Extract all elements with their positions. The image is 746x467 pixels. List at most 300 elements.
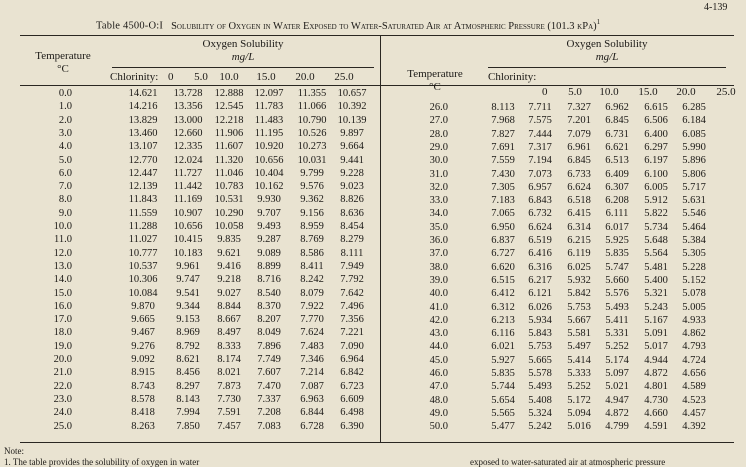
temperature-cell: 17.0 bbox=[53, 314, 72, 326]
solubility-cell: 5.021 bbox=[605, 381, 629, 393]
temperature-cell: 19.0 bbox=[53, 340, 72, 352]
solubility-cell: 5.822 bbox=[644, 208, 668, 220]
solubility-cell: 8.333 bbox=[217, 340, 241, 352]
solubility-cell: 8.418 bbox=[131, 407, 155, 419]
solubility-cell: 6.620 bbox=[491, 261, 515, 273]
solubility-cell: 7.968 bbox=[491, 115, 515, 127]
solubility-cell: 9.287 bbox=[257, 234, 281, 246]
temperature-cell: 35.0 bbox=[429, 221, 448, 233]
solubility-cell: 6.415 bbox=[567, 208, 591, 220]
solubility-cell: 6.390 bbox=[340, 420, 364, 432]
temperature-cell: 32.0 bbox=[429, 181, 448, 193]
solubility-cell: 7.470 bbox=[257, 380, 281, 392]
right-chlorinity-label: Chlorinity: bbox=[488, 71, 537, 83]
solubility-cell: 12.024 bbox=[173, 154, 203, 166]
solubility-cell: 5.654 bbox=[491, 394, 515, 406]
solubility-cell: 5.912 bbox=[644, 195, 668, 207]
solubility-cell: 10.415 bbox=[173, 234, 203, 246]
solubility-cell: 10.162 bbox=[254, 181, 284, 193]
solubility-cell: 11.559 bbox=[128, 207, 158, 219]
solubility-cell: 9.493 bbox=[257, 221, 281, 232]
solubility-cell: 8.959 bbox=[300, 221, 324, 232]
solubility-cell: 7.065 bbox=[491, 208, 515, 220]
chlorinity-header-0: 0 bbox=[168, 71, 174, 83]
solubility-cell: 5.252 bbox=[605, 341, 629, 353]
solubility-cell: 5.667 bbox=[567, 314, 591, 326]
solubility-cell: 8.826 bbox=[340, 194, 364, 206]
temperature-cell: 36.0 bbox=[429, 235, 448, 246]
solubility-cell: 5.242 bbox=[528, 421, 552, 433]
solubility-cell: 8.111 bbox=[340, 247, 364, 259]
temperature-cell: 11.0 bbox=[54, 234, 72, 246]
solubility-cell: 13.829 bbox=[128, 114, 158, 126]
right-unit: mg/L bbox=[595, 51, 619, 63]
solubility-cell: 4.944 bbox=[644, 354, 668, 366]
solubility-cell: 7.792 bbox=[340, 274, 364, 286]
solubility-cell: 12.660 bbox=[173, 127, 203, 139]
solubility-cell: 11.607 bbox=[214, 141, 244, 153]
solubility-cell: 5.167 bbox=[644, 314, 668, 326]
solubility-cell: 4.591 bbox=[644, 421, 668, 433]
solubility-cell: 7.305 bbox=[491, 181, 515, 193]
solubility-cell: 5.321 bbox=[644, 288, 668, 300]
solubility-cell: 7.711 bbox=[528, 102, 552, 113]
solubility-cell: 5.927 bbox=[491, 354, 515, 366]
chlorinity-header-4: 20.0 bbox=[295, 71, 315, 83]
solubility-cell: 9.664 bbox=[340, 141, 364, 153]
temperature-cell: 13.0 bbox=[53, 260, 72, 272]
solubility-cell: 7.457 bbox=[217, 420, 241, 432]
solubility-cell: 4.724 bbox=[682, 354, 706, 366]
temperature-cell: 50.0 bbox=[429, 421, 448, 433]
solubility-cell: 5.578 bbox=[528, 368, 552, 379]
solubility-cell: 8.456 bbox=[176, 367, 200, 379]
solubility-cell: 5.005 bbox=[682, 301, 706, 313]
solubility-cell: 8.497 bbox=[217, 327, 241, 339]
note-line-1-right: exposed to water-saturated air at atmospheric pressure bbox=[470, 457, 666, 467]
solubility-cell: 6.845 bbox=[567, 155, 591, 167]
solubility-cell: 10.656 bbox=[254, 154, 284, 166]
solubility-cell: 7.327 bbox=[567, 102, 591, 113]
solubility-cell: 7.201 bbox=[567, 115, 591, 127]
temperature-cell: 40.0 bbox=[429, 288, 448, 300]
solubility-cell: 4.457 bbox=[682, 407, 706, 419]
solubility-cell: 9.835 bbox=[217, 234, 241, 246]
temperature-cell: 28.0 bbox=[429, 128, 448, 140]
solubility-cell: 4.872 bbox=[644, 368, 668, 379]
solubility-cell: 6.316 bbox=[528, 261, 552, 273]
solubility-cell: 8.143 bbox=[176, 393, 200, 405]
solubility-cell: 4.933 bbox=[682, 314, 706, 326]
solubility-cell: 7.749 bbox=[257, 354, 281, 365]
chlorinity-header-5: 25.0 bbox=[334, 71, 354, 83]
solubility-cell: 7.607 bbox=[257, 367, 281, 379]
solubility-cell: 6.026 bbox=[528, 301, 552, 313]
temperature-cell: 43.0 bbox=[429, 328, 448, 340]
solubility-cell: 11.483 bbox=[254, 114, 284, 126]
solubility-cell: 10.139 bbox=[337, 114, 367, 126]
notes-heading: Note: bbox=[4, 446, 24, 456]
solubility-cell: 6.184 bbox=[682, 115, 706, 127]
solubility-cell: 10.920 bbox=[254, 141, 284, 153]
solubility-cell: 6.116 bbox=[491, 328, 515, 340]
solubility-cell: 10.907 bbox=[173, 207, 203, 219]
solubility-cell: 7.090 bbox=[340, 340, 364, 352]
solubility-cell: 5.717 bbox=[682, 181, 706, 193]
solubility-cell: 6.213 bbox=[491, 314, 515, 326]
chlorinity-header-5: 25.0 bbox=[716, 86, 736, 98]
solubility-cell: 6.506 bbox=[644, 115, 668, 127]
chlorinity-header-2: 10.0 bbox=[599, 86, 619, 98]
chlorinity-header-3: 15.0 bbox=[638, 86, 658, 98]
solubility-cell: 13.356 bbox=[173, 101, 203, 113]
solubility-cell: 8.049 bbox=[257, 327, 281, 339]
solubility-cell: 6.400 bbox=[644, 128, 668, 140]
solubility-cell: 5.990 bbox=[682, 141, 706, 153]
solubility-cell: 5.384 bbox=[682, 235, 706, 246]
solubility-cell: 5.843 bbox=[528, 328, 552, 340]
temperature-cell: 23.0 bbox=[53, 393, 72, 405]
solubility-cell: 5.333 bbox=[567, 368, 591, 379]
solubility-cell: 8.844 bbox=[217, 300, 241, 312]
solubility-cell: 7.214 bbox=[300, 367, 324, 379]
solubility-cell: 11.288 bbox=[128, 221, 158, 232]
solubility-cell: 6.021 bbox=[491, 341, 515, 353]
solubility-cell: 7.337 bbox=[257, 393, 281, 405]
table-title-footnote-marker: 1 bbox=[596, 18, 601, 26]
solubility-cell: 9.441 bbox=[340, 154, 364, 166]
solubility-cell: 6.624 bbox=[567, 181, 591, 193]
temperature-cell: 24.0 bbox=[53, 407, 72, 419]
temperature-cell: 27.0 bbox=[429, 115, 448, 127]
solubility-cell: 10.656 bbox=[173, 221, 203, 232]
solubility-cell: 7.073 bbox=[528, 168, 552, 180]
temperature-cell: 46.0 bbox=[429, 368, 448, 379]
temperature-cell: 7.0 bbox=[58, 181, 72, 193]
solubility-cell: 9.961 bbox=[176, 260, 200, 272]
left-temperature-header: Temperature bbox=[35, 50, 91, 62]
solubility-cell: 10.790 bbox=[297, 114, 327, 126]
chlorinity-header-4: 20.0 bbox=[676, 86, 696, 98]
solubility-cell: 5.305 bbox=[682, 248, 706, 260]
solubility-cell: 7.922 bbox=[300, 300, 324, 312]
solubility-cell: 6.731 bbox=[605, 128, 629, 140]
temperature-cell: 22.0 bbox=[53, 380, 72, 392]
solubility-cell: 14.621 bbox=[128, 88, 158, 99]
solubility-cell: 11.727 bbox=[173, 167, 203, 179]
solubility-cell: 7.770 bbox=[300, 314, 324, 326]
solubility-cell: 8.621 bbox=[176, 354, 200, 365]
solubility-cell: 8.207 bbox=[257, 314, 281, 326]
chlorinity-header-1: 5.0 bbox=[568, 86, 582, 98]
solubility-cell: 6.845 bbox=[605, 115, 629, 127]
solubility-cell: 8.242 bbox=[300, 274, 324, 286]
solubility-cell: 6.100 bbox=[644, 168, 668, 180]
solubility-cell: 6.950 bbox=[491, 221, 515, 233]
solubility-cell: 6.961 bbox=[567, 141, 591, 153]
solubility-cell: 12.888 bbox=[214, 88, 244, 99]
solubility-cell: 7.496 bbox=[340, 300, 364, 312]
solubility-cell: 5.497 bbox=[567, 341, 591, 353]
chlorinity-header-0: 0 bbox=[542, 86, 548, 98]
solubility-cell: 5.564 bbox=[644, 248, 668, 260]
solubility-cell: 8.411 bbox=[300, 260, 324, 272]
solubility-cell: 7.559 bbox=[491, 155, 515, 167]
temperature-cell: 47.0 bbox=[429, 381, 448, 393]
solubility-cell: 10.058 bbox=[214, 221, 244, 232]
solubility-cell: 9.156 bbox=[300, 207, 324, 219]
solubility-cell: 7.827 bbox=[491, 128, 515, 140]
solubility-cell: 12.545 bbox=[214, 101, 244, 113]
temperature-cell: 29.0 bbox=[429, 141, 448, 153]
solubility-cell: 7.079 bbox=[567, 128, 591, 140]
solubility-cell: 7.087 bbox=[300, 380, 324, 392]
solubility-cell: 6.025 bbox=[567, 261, 591, 273]
solubility-cell: 6.962 bbox=[605, 102, 629, 113]
solubility-cell: 7.994 bbox=[176, 407, 200, 419]
solubility-cell: 8.174 bbox=[217, 354, 241, 365]
solubility-cell: 5.581 bbox=[567, 328, 591, 340]
solubility-cell: 6.733 bbox=[567, 168, 591, 180]
left-group-rule bbox=[112, 67, 374, 68]
solubility-cell: 11.843 bbox=[128, 194, 158, 206]
right-celsius-header: °C bbox=[429, 81, 441, 93]
solubility-cell: 5.477 bbox=[491, 421, 515, 433]
solubility-cell: 7.346 bbox=[300, 354, 324, 365]
solubility-cell: 11.195 bbox=[254, 127, 284, 139]
top-rule bbox=[20, 35, 734, 36]
temperature-cell: 37.0 bbox=[429, 248, 448, 260]
solubility-cell: 9.665 bbox=[131, 314, 155, 326]
solubility-cell: 7.483 bbox=[300, 340, 324, 352]
solubility-cell: 10.031 bbox=[297, 154, 327, 166]
solubility-cell: 7.896 bbox=[257, 340, 281, 352]
temperature-cell: 20.0 bbox=[53, 354, 72, 365]
solubility-cell: 6.297 bbox=[644, 141, 668, 153]
solubility-cell: 6.515 bbox=[491, 274, 515, 286]
solubility-cell: 5.493 bbox=[528, 381, 552, 393]
solubility-cell: 9.416 bbox=[217, 260, 241, 272]
solubility-cell: 6.409 bbox=[605, 168, 629, 180]
right-group-rule bbox=[488, 67, 726, 68]
solubility-cell: 11.046 bbox=[214, 167, 244, 179]
solubility-cell: 9.707 bbox=[257, 207, 281, 219]
solubility-cell: 6.728 bbox=[300, 420, 324, 432]
solubility-cell: 6.314 bbox=[567, 221, 591, 233]
temperature-cell: 25.0 bbox=[53, 420, 72, 432]
solubility-cell: 11.169 bbox=[173, 194, 203, 206]
solubility-cell: 5.493 bbox=[605, 301, 629, 313]
solubility-cell: 8.586 bbox=[300, 247, 324, 259]
solubility-cell: 11.442 bbox=[173, 181, 203, 193]
solubility-cell: 8.899 bbox=[257, 260, 281, 272]
solubility-cell: 7.221 bbox=[340, 327, 364, 339]
temperature-cell: 3.0 bbox=[58, 127, 72, 139]
solubility-cell: 4.656 bbox=[682, 368, 706, 379]
temperature-cell: 18.0 bbox=[53, 327, 72, 339]
solubility-cell: 9.027 bbox=[217, 287, 241, 299]
solubility-cell: 6.621 bbox=[605, 141, 629, 153]
solubility-cell: 5.228 bbox=[682, 261, 706, 273]
solubility-cell: 6.723 bbox=[340, 380, 364, 392]
solubility-cell: 6.215 bbox=[567, 235, 591, 246]
solubility-cell: 7.083 bbox=[257, 420, 281, 432]
solubility-cell: 6.727 bbox=[491, 248, 515, 260]
solubility-cell: 12.097 bbox=[254, 88, 284, 99]
solubility-cell: 5.744 bbox=[491, 381, 515, 393]
solubility-cell: 5.408 bbox=[528, 394, 552, 406]
temperature-cell: 45.0 bbox=[429, 354, 448, 366]
table-caption bbox=[96, 18, 736, 32]
solubility-cell: 9.897 bbox=[340, 127, 364, 139]
solubility-cell: 6.416 bbox=[528, 248, 552, 260]
solubility-cell: 6.518 bbox=[567, 195, 591, 207]
solubility-cell: 5.017 bbox=[644, 341, 668, 353]
solubility-cell: 5.411 bbox=[605, 314, 629, 326]
solubility-cell: 13.728 bbox=[173, 88, 203, 99]
solubility-cell: 8.969 bbox=[176, 327, 200, 339]
solubility-cell: 8.370 bbox=[257, 300, 281, 312]
solubility-cell: 6.624 bbox=[528, 221, 552, 233]
temperature-cell: 9.0 bbox=[58, 207, 72, 219]
solubility-cell: 9.153 bbox=[176, 314, 200, 326]
solubility-cell: 5.546 bbox=[682, 208, 706, 220]
solubility-cell: 11.783 bbox=[254, 101, 284, 113]
solubility-cell: 7.624 bbox=[300, 327, 324, 339]
solubility-cell: 5.172 bbox=[567, 394, 591, 406]
solubility-cell: 4.947 bbox=[605, 394, 629, 406]
solubility-cell: 6.837 bbox=[491, 235, 515, 246]
solubility-cell: 5.896 bbox=[682, 155, 706, 167]
solubility-cell: 6.111 bbox=[605, 208, 629, 220]
solubility-cell: 5.091 bbox=[644, 328, 668, 340]
solubility-cell: 10.392 bbox=[337, 101, 367, 113]
temperature-cell: 5.0 bbox=[58, 154, 72, 166]
solubility-cell: 6.017 bbox=[605, 221, 629, 233]
solubility-cell: 6.121 bbox=[528, 288, 552, 300]
solubility-cell: 7.642 bbox=[340, 287, 364, 299]
solubility-cell: 7.430 bbox=[491, 168, 515, 180]
solubility-cell: 5.243 bbox=[644, 301, 668, 313]
solubility-cell: 4.862 bbox=[682, 328, 706, 340]
solubility-cell: 5.481 bbox=[644, 261, 668, 273]
solubility-cell: 5.331 bbox=[605, 328, 629, 340]
solubility-cell: 6.197 bbox=[644, 155, 668, 167]
left-celsius-header: °C bbox=[57, 63, 69, 75]
temperature-cell: 31.0 bbox=[429, 168, 448, 180]
temperature-cell: 0.0 bbox=[58, 88, 72, 99]
solubility-cell: 7.183 bbox=[491, 195, 515, 207]
solubility-cell: 5.648 bbox=[644, 235, 668, 246]
temperature-cell: 33.0 bbox=[429, 195, 448, 207]
solubility-cell: 6.085 bbox=[682, 128, 706, 140]
solubility-cell: 7.850 bbox=[176, 420, 200, 432]
solubility-cell: 4.523 bbox=[682, 394, 706, 406]
solubility-cell: 5.400 bbox=[644, 274, 668, 286]
solubility-cell: 12.447 bbox=[128, 167, 158, 179]
solubility-cell: 6.217 bbox=[528, 274, 552, 286]
solubility-cell: 7.691 bbox=[491, 141, 515, 153]
solubility-cell: 5.174 bbox=[605, 354, 629, 366]
solubility-cell: 5.932 bbox=[567, 274, 591, 286]
solubility-cell: 6.843 bbox=[528, 195, 552, 207]
solubility-cell: 5.753 bbox=[567, 301, 591, 313]
solubility-cell: 11.027 bbox=[128, 234, 158, 246]
temperature-cell: 10.0 bbox=[53, 221, 72, 232]
solubility-cell: 7.208 bbox=[257, 407, 281, 419]
solubility-cell: 4.799 bbox=[605, 421, 629, 433]
temperature-cell: 30.0 bbox=[429, 155, 448, 167]
solubility-cell: 8.743 bbox=[131, 380, 155, 392]
solubility-cell: 9.023 bbox=[340, 181, 364, 193]
solubility-cell: 12.770 bbox=[128, 154, 158, 166]
solubility-cell: 7.591 bbox=[217, 407, 241, 419]
solubility-cell: 6.513 bbox=[605, 155, 629, 167]
solubility-cell: 5.835 bbox=[605, 248, 629, 260]
solubility-cell: 10.783 bbox=[214, 181, 244, 193]
solubility-cell: 10.404 bbox=[254, 167, 284, 179]
page-number: 4-139 bbox=[704, 2, 728, 13]
solubility-cell: 9.870 bbox=[131, 300, 155, 312]
solubility-cell: 10.526 bbox=[297, 127, 327, 139]
chlorinity-header-3: 15.0 bbox=[256, 71, 276, 83]
solubility-cell: 12.139 bbox=[128, 181, 158, 193]
solubility-cell: 9.621 bbox=[217, 247, 241, 259]
solubility-cell: 7.575 bbox=[528, 115, 552, 127]
left-unit: mg/L bbox=[231, 51, 255, 63]
solubility-cell: 9.218 bbox=[217, 274, 241, 286]
solubility-cell: 6.005 bbox=[644, 181, 668, 193]
solubility-cell: 6.208 bbox=[605, 195, 629, 207]
temperature-cell: 34.0 bbox=[429, 208, 448, 220]
solubility-cell: 5.565 bbox=[491, 407, 515, 419]
solubility-cell: 5.631 bbox=[682, 195, 706, 207]
solubility-cell: 8.279 bbox=[340, 234, 364, 246]
solubility-cell: 9.362 bbox=[300, 194, 324, 206]
solubility-cell: 5.414 bbox=[567, 354, 591, 366]
solubility-cell: 12.335 bbox=[173, 141, 203, 153]
temperature-cell: 2.0 bbox=[58, 114, 72, 126]
solubility-cell: 5.665 bbox=[528, 354, 552, 366]
left-group-title: Oxygen Solubility bbox=[202, 38, 284, 50]
solubility-cell: 11.066 bbox=[297, 101, 327, 113]
temperature-cell: 16.0 bbox=[53, 300, 72, 312]
solubility-cell: 9.799 bbox=[300, 167, 324, 179]
temperature-cell: 49.0 bbox=[429, 407, 448, 419]
left-chlorinity-label: Chlorinity: bbox=[110, 71, 159, 83]
solubility-cell: 10.777 bbox=[128, 247, 158, 259]
solubility-cell: 13.000 bbox=[173, 114, 203, 126]
solubility-cell: 9.089 bbox=[257, 247, 281, 259]
solubility-cell: 6.498 bbox=[340, 407, 364, 419]
solubility-cell: 11.320 bbox=[214, 154, 244, 166]
solubility-cell: 10.537 bbox=[128, 260, 158, 272]
temperature-cell: 48.0 bbox=[429, 394, 448, 406]
solubility-cell: 9.092 bbox=[131, 354, 155, 365]
solubility-cell: 6.285 bbox=[682, 102, 706, 113]
solubility-cell: 8.769 bbox=[300, 234, 324, 246]
solubility-cell: 8.716 bbox=[257, 274, 281, 286]
solubility-cell: 10.183 bbox=[173, 247, 203, 259]
column-divider bbox=[380, 35, 381, 442]
solubility-cell: 8.454 bbox=[340, 221, 364, 232]
solubility-cell: 4.392 bbox=[682, 421, 706, 433]
solubility-cell: 5.152 bbox=[682, 274, 706, 286]
temperature-cell: 42.0 bbox=[429, 314, 448, 326]
solubility-cell: 4.872 bbox=[605, 407, 629, 419]
solubility-cell: 9.467 bbox=[131, 327, 155, 339]
solubility-cell: 8.079 bbox=[300, 287, 324, 299]
